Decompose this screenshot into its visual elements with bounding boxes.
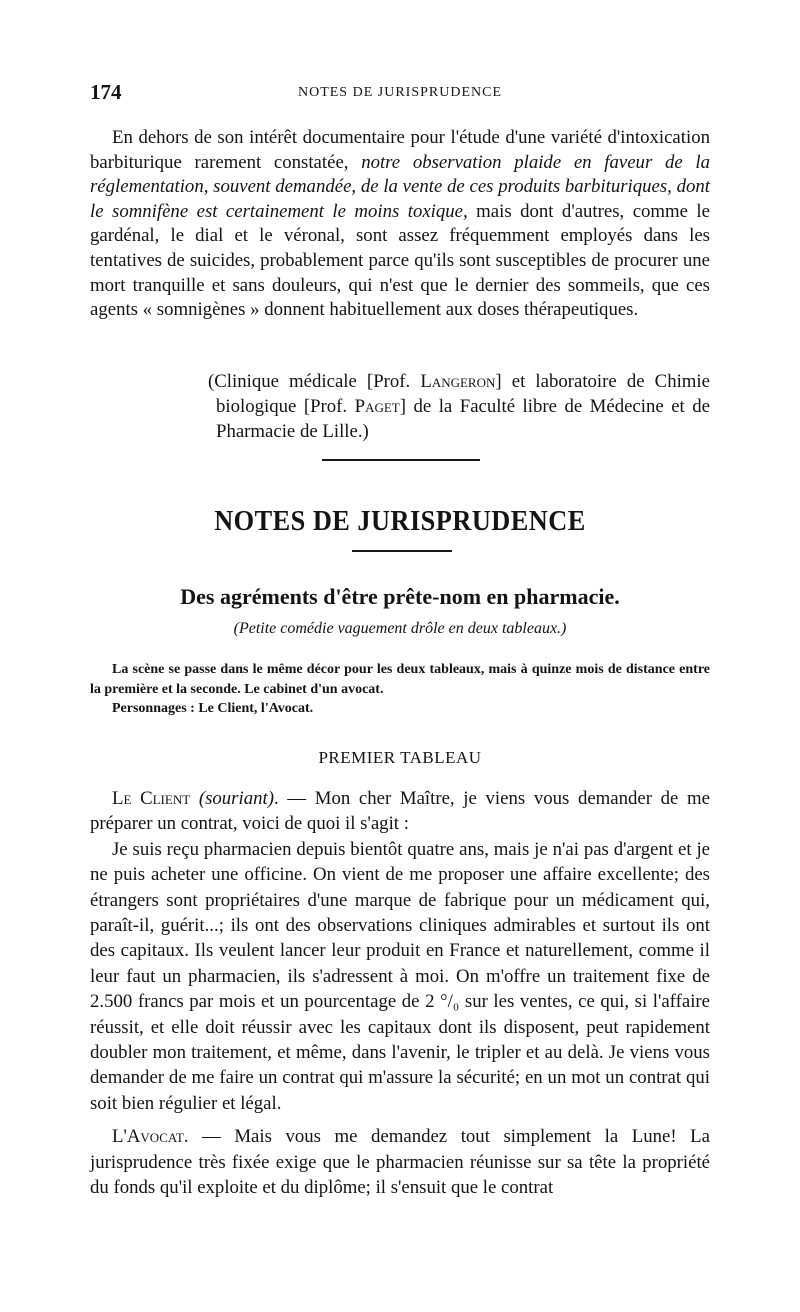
intro-paragraph [90,126,710,323]
page-number: 174 [90,80,122,104]
intro-text-part2: mais dont d'autres, comme le gardénal, le dial et le véronal, sont assez fréquemment employés dans les tentatives de suicides, probablement parce qu'ils sont susceptibles de procurer une mort tranquille et sans douleurs, qui n'est que le dernier des sommeils, que ces agents « somnigènes » donnent habituellement aux doses thérapeutiques. [90,200,710,321]
running-title: NOTES DE JURISPRUDENCE [297,85,502,100]
section-divider-bottom [352,550,452,552]
author-paget: Paget [354,396,400,417]
intro-text-italic: notre observation plaide en faveur de la réglementation, souvent demandée, de la vente de ces produits barbituriques, dont le somnifène est certainement le moins toxique, [90,151,710,222]
characters-list: Personnages : Le Client, l'Avocat. [112,701,314,716]
dialogue-avocat [90,1124,710,1200]
stage-note [90,660,710,719]
dialogue-line: . — Mon cher Maître, je viens vous demander de me préparer un contrat, voici de quoi il s'agit : [90,788,710,835]
section-divider-top [322,459,480,461]
section-heading: NOTES DE JURISPRUDENCE [214,506,586,537]
article-title: Des agréments d'être prête-nom en pharmacie. [180,584,620,609]
affiliation-citation [208,369,710,444]
running-head [90,80,710,108]
intro-text-part1: En dehors de son intérêt documentaire pour l'étude d'une variété d'intoxication barbiturique rarement constatée, [90,127,710,173]
dialogue-line: . — Mais vous me demandez tout simplement la Lune! La jurisprudence très fixée exige que le pharmacien réunisse sur sa tête la propriété du fonds qu'il exploite et du diplôme; il s'ensuit que le contrat [90,1126,710,1199]
speaker-avocat: L'Avocat [112,1126,184,1148]
stage-direction: La scène se passe dans le même décor pour les deux tableaux, mais à quinze mois de distance entre la première et la seconde. Le cabinet d'un avocat. [90,662,710,697]
tableau-heading: PREMIER TABLEAU [318,748,482,767]
author-langeron: Langeron [420,371,496,392]
dialogue-client-intro [90,786,710,837]
citation-part: ] et laboratoire de Chimie biologique [Prof. [216,371,710,417]
stage-direction-souriant: (souriant) [198,788,274,809]
dialogue-client-speech: Je suis reçu pharmacien depuis bientôt quatre ans, mais je n'ai pas d'argent et je ne puis acheter une officine. On vient de me proposer une affaire excellente; des étrangers sont propriétaires d'une marque de fabrique pour un médicament qui, paraît-il, guérit...; ils ont des observations cliniques admirables et surtout ils ont des capitaux. Ils veulent lancer leur produit en France et naturellement, comme il leur faut un pharmacien, ils s'adressent à moi. On m'offre un traitement fixe de 2.500 francs par mois et un pourcentage de 2 °/₀ sur les ventes, ce qui, si l'affaire réussit, et elle doit réussir avec les capitaux dont ils disposent, peut rapidement doubler mon traitement, et même, dans l'avenir, le tripler et au delà. Je viens vous demander de me faire un contrat qui m'assure la sécurité; en un mot un contrat qui soit bien régulier et légal. [90,838,710,1114]
article-subtitle: (Petite comédie vaguement drôle en deux tableaux.) [233,620,567,637]
citation-part: ] de la Faculté libre de Médecine et de Pharmacie de Lille.) [216,396,710,442]
dialogue [90,786,710,1201]
citation-part: (Clinique médicale [Prof. [208,371,411,392]
intro-text [90,126,710,323]
speaker-client: Le Client [112,788,191,809]
citation-text [208,369,710,444]
